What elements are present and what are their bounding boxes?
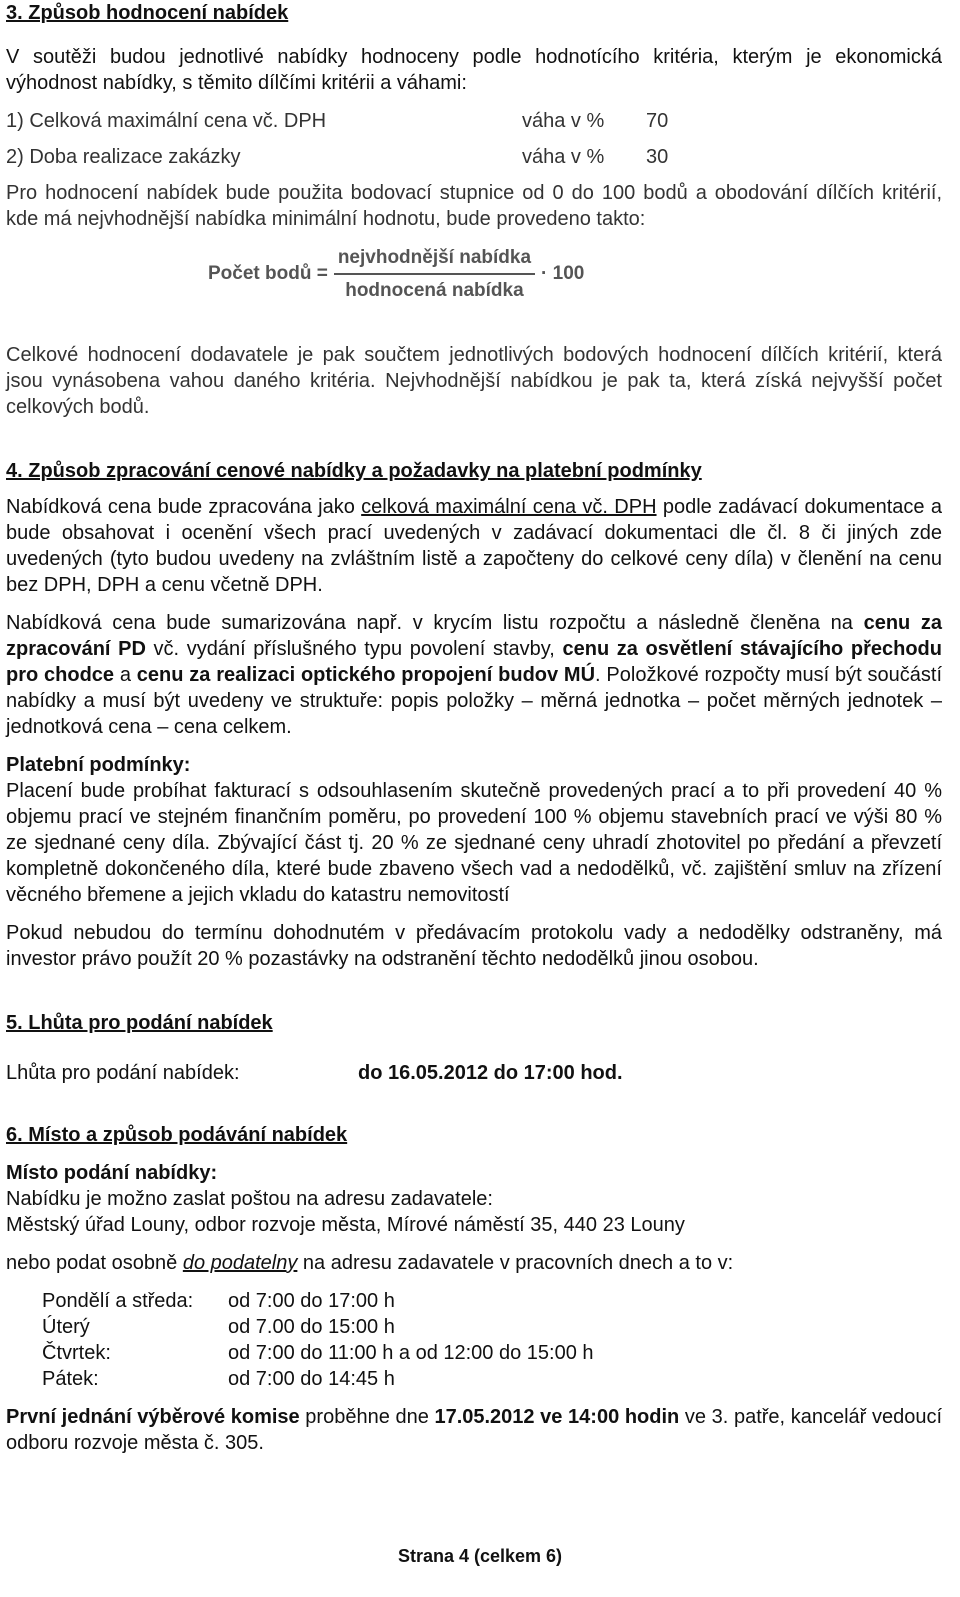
text-run: vč. vydání příslušného typu povolení stavby, [145, 638, 563, 660]
page-footer: Strana 4 (celkem 6) [397, 1546, 563, 1566]
defects-text: Pokud nebudou do termínu dohodnutém v předávacím protokolu vady a nedodělky odstraněny, má investor právo použít 20 % pozastávky na odstranění těchto nedodělků jinou osobou. [6, 922, 942, 970]
payment-heading: Platební podmínky: [6, 754, 191, 776]
overall-evaluation-text: Celkové hodnocení dodavatele je pak součtem jednotlivých bodových hodnocení dílčích kritérií, která jsou vynásobena vahou daného kritéria. Nejvhodnější nabídkou je pak ta, která získá nejvyšší počet celkových bodů. [6, 344, 942, 418]
section-4-heading: 4. Způsob zpracování cenové nabídky a požadavky na platební podmínky [6, 460, 702, 482]
scoring-formula [208, 244, 942, 304]
text-run: Nabídková cena bude sumarizována např. v krycím listu rozpočtu a následně členěna na [6, 612, 864, 634]
text-run: podle zadávací dokumentace a bude obsahovat i ocenění všech prací uvedených v zadávací dokumentaci dle čl. 8 či jiných zde uvedených (tyto budou uvedeny na zvláštním listě a započteny do celkové ceny díla) v členění na cenu bez DPH, DPH a cenu včetně DPH. [6, 496, 942, 596]
address-text: Městský úřad Louny, odbor rozvoje města, Mírové náměstí 35, 440 23 Louny [6, 1214, 685, 1236]
text-run: nebo podat osobně [6, 1252, 183, 1274]
day-label: Čtvrtek: [42, 1342, 111, 1364]
section-6-heading: 6. Místo a způsob podávání nabídek [6, 1124, 348, 1146]
text-run: . Položkové rozpočty musí být součástí nabídky a musí být uvedeny ve struktuře: popis položky – měrná jednotka – počet měrných jednotek – jednotková cena – cena celkem. [6, 664, 942, 738]
criterion-weight-label: váha v % [522, 110, 605, 132]
document-page [6, 0, 942, 1456]
criterion-weight: 30 [646, 146, 669, 168]
criterion-row [6, 144, 942, 180]
total-price-underlined: celková maximální cena vč. DPH [361, 496, 657, 518]
text-run: a [114, 664, 137, 686]
summary-paragraph [6, 610, 942, 740]
payment-text: Placení bude probíhat fakturací s odsouhlasením skutečně provedených prací a to při provedení 40 % objemu prací ve stejném finančním poměru, po provedení 100 % objemu stavebních prací ve výši 80 % ze sjednané ceny díla. Zbývající část tj. 20 % ze sjednané ceny uhradí zhotovitel po předání a převzetí kompletně dokončeného díla, které bude zbaveno všech vad a nedodělků, vč. zajištění smluv na zřízení věcného břemene a jejich vkladu do katastru nemovitostí [6, 780, 942, 906]
section-5-heading: 5. Lhůta pro podání nabídek [6, 1012, 273, 1034]
day-label: Úterý [42, 1316, 90, 1338]
day-label: Pondělí a středa: [42, 1290, 194, 1312]
section-3-heading: 3. Způsob hodnocení nabídek [6, 2, 289, 24]
in-person-text [6, 1250, 942, 1276]
formula-numerator: nejvhodnější nabídka [334, 245, 535, 275]
office-hours-row [42, 1366, 942, 1392]
criterion-name: 1) Celková maximální cena vč. DPH [6, 110, 327, 132]
office-hours-row [42, 1340, 942, 1366]
time-value: od 7:00 do 14:45 h [228, 1368, 395, 1390]
meeting-text [6, 1404, 942, 1456]
formula-denominator: hodnocená nabídka [345, 279, 524, 301]
formula-lhs: Počet bodů = [208, 263, 328, 284]
place-heading: Místo podání nabídky: [6, 1162, 218, 1184]
bold-run: 17.05.2012 ve 14:00 hodin [434, 1406, 680, 1428]
deadline-row [6, 1060, 942, 1086]
bold-run: cenu za osvětlení stávajícího přechodu pro chodce [6, 638, 942, 686]
bold-run: cenu za zpracování PD [6, 612, 943, 660]
section-3-intro: V soutěži budou jednotlivé nabídky hodnoceny podle hodnotícího kritéria, kterým je ekonomická výhodnost nabídky, s těmito dílčími kritérii a váhami: [6, 46, 942, 94]
time-value: od 7:00 do 17:00 h [228, 1290, 395, 1312]
office-hours-row [42, 1314, 942, 1340]
mail-text: Nabídku je možno zaslat poštou na adresu zadavatele: [6, 1188, 493, 1210]
time-value: od 7.00 do 15:00 h [228, 1316, 395, 1338]
criterion-weight: 70 [646, 110, 669, 132]
day-label: Pátek: [42, 1368, 99, 1390]
office-hours-row [42, 1288, 942, 1314]
criterion-row [6, 108, 942, 144]
bold-run: cenu za realizaci optického propojení budov MÚ [136, 664, 596, 686]
text-run: na adresu zadavatele v pracovních dnech a to v: [297, 1252, 734, 1274]
time-value: od 7:00 do 11:00 h a od 12:00 do 15:00 h [228, 1342, 594, 1364]
price-paragraph [6, 494, 942, 598]
bold-run: První jednání výběrové komise [6, 1406, 300, 1428]
office-hours [42, 1288, 942, 1392]
deadline-value: do 16.05.2012 do 17:00 hod. [358, 1062, 623, 1084]
criterion-name: 2) Doba realizace zakázky [6, 146, 241, 168]
text-run: proběhne dne [299, 1406, 435, 1428]
formula-factor: · 100 [541, 263, 585, 284]
criterion-weight-label: váha v % [522, 146, 605, 168]
text-run: Nabídková cena bude zpracována jako [6, 496, 362, 518]
scoring-text: Pro hodnocení nabídek bude použita bodovací stupnice od 0 do 100 bodů a obodování dílčích kritérií, kde má nejvhodnější nabídka minimální hodnotu, bude provedeno takto: [6, 182, 942, 230]
criteria-list [6, 108, 942, 180]
registry-office-text: do podatelny [182, 1252, 298, 1274]
deadline-label: Lhůta pro podání nabídek: [6, 1062, 240, 1084]
formula-fraction [334, 245, 535, 304]
text-run: ve 3. patře, kancelář vedoucí odboru rozvoje města č. 305. [6, 1406, 942, 1454]
